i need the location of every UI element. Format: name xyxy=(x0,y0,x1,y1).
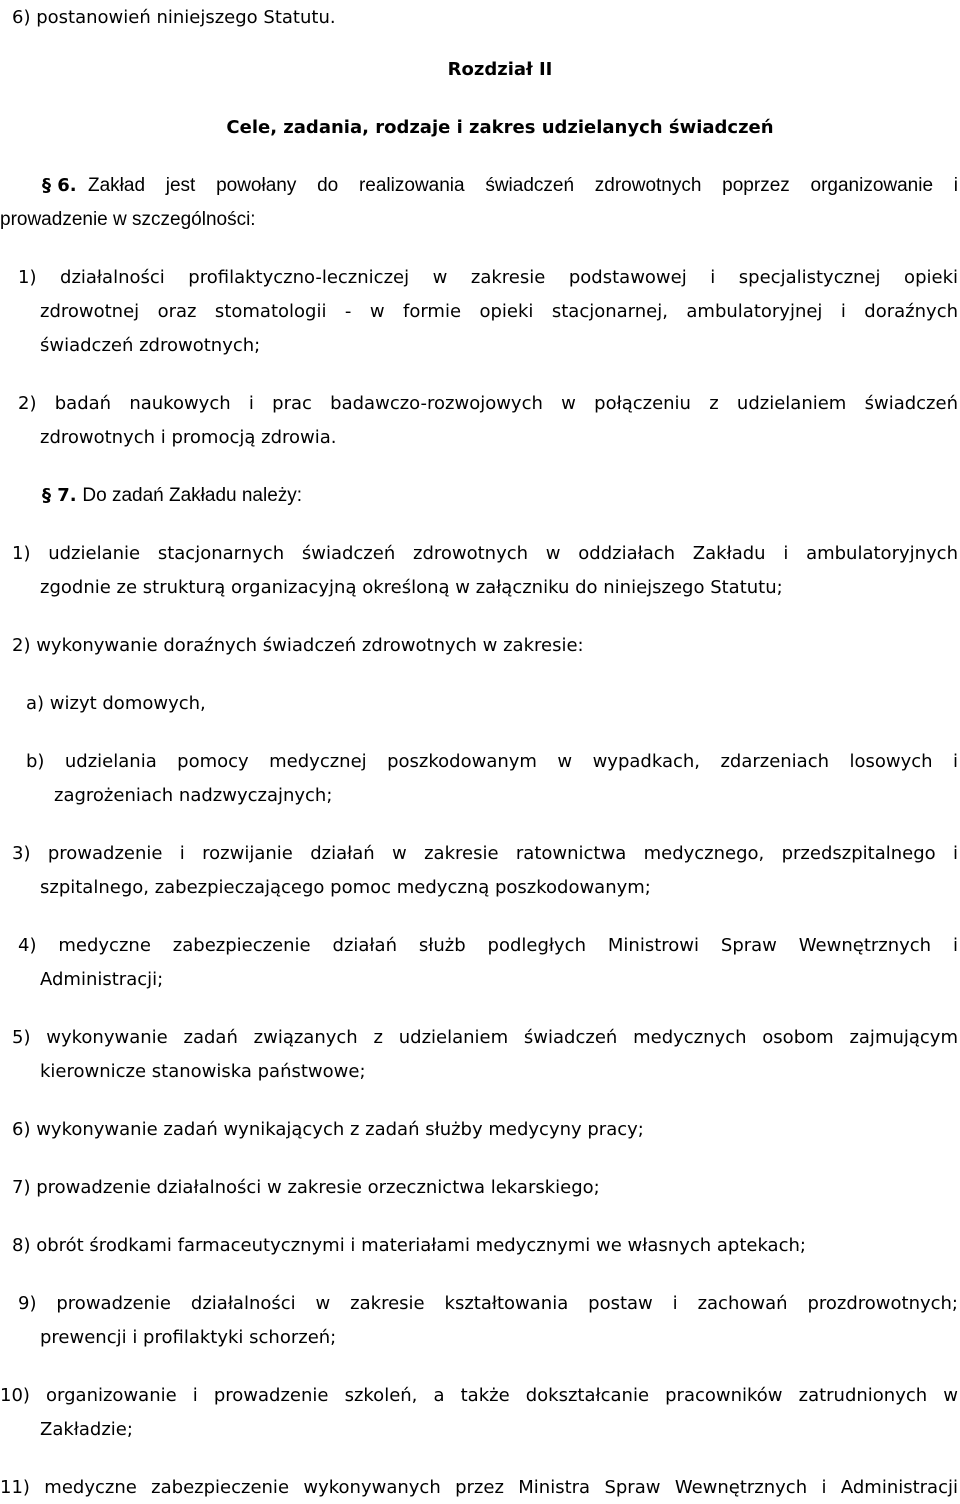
list-item-continuation: Administracji; xyxy=(40,969,164,990)
list-item-continuation: zdrowotnych i promocją zdrowia. xyxy=(40,427,337,448)
list-item: 7) prowadzenie działalności w zakresie orzecznictwa lekarskiego; xyxy=(12,1177,600,1198)
list-item-continuation: świadczeń zdrowotnych; xyxy=(40,335,261,356)
chapter-subtitle: Cele, zadania, rodzaje i zakres udzielanych świadczeń xyxy=(226,117,774,138)
list-item: 10) organizowanie i prowadzenie szkoleń, a także dokształcanie pracowników zatrudnionych w xyxy=(0,1385,958,1406)
list-item-continuation: prewencji i profilaktyki schorzeń; xyxy=(40,1327,337,1348)
chapter-title: Rozdział II xyxy=(447,59,553,80)
section-6-number: § 6. xyxy=(42,175,77,196)
list-subitem: a) wizyt domowych, xyxy=(26,693,206,714)
preamble-line: 6) postanowień niniejszego Statutu. xyxy=(12,7,336,28)
list-item: 9) prowadzenie działalności w zakresie kształtowania postaw i zachowań prozdrowotnych; xyxy=(18,1293,958,1314)
list-item: 6) wykonywanie zadań wynikających z zadań służby medycyny pracy; xyxy=(12,1119,644,1140)
list-subitem: b) udzielania pomocy medycznej poszkodowanym w wypadkach, zdarzeniach losowych i xyxy=(26,751,958,772)
list-item: 1) udzielanie stacjonarnych świadczeń zdrowotnych w oddziałach Zakładu i ambulatoryjnych xyxy=(12,543,958,564)
list-item-continuation: szpitalnego, zabezpieczającego pomoc medyczną poszkodowanym; xyxy=(40,877,651,898)
section-6-text-line-1: Zakład jest powołany do realizowania świadczeń zdrowotnych poprzez organizowanie i xyxy=(88,175,958,196)
list-item: 2) wykonywanie doraźnych świadczeń zdrowotnych w zakresie: xyxy=(12,635,584,656)
list-item-continuation: Zakładzie; xyxy=(40,1419,133,1440)
list-item: 11) medyczne zabezpieczenie wykonywanych przez Ministra Spraw Wewnętrznych i Administracji xyxy=(0,1477,958,1498)
list-item: 4) medyczne zabezpieczenie działań służb podległych Ministrowi Spraw Wewnętrznych i xyxy=(18,935,958,956)
list-item: 1) działalności profilaktyczno-leczniczej w zakresie podstawowej i specjalistycznej opieki xyxy=(18,267,958,288)
section-6-symbol xyxy=(42,174,77,198)
section-7-number: § 7. xyxy=(42,485,77,506)
list-item-continuation: zdrowotnej oraz stomatologii - w formie opieki stacjonarnej, ambulatoryjnej i doraźnych xyxy=(40,301,958,322)
list-item: 8) obrót środkami farmaceutycznymi i materiałami medycznymi we własnych aptekach; xyxy=(12,1235,806,1256)
list-item: 2) badań naukowych i prac badawczo-rozwojowych w połączeniu z udzielaniem świadczeń xyxy=(18,393,958,414)
list-subitem-continuation: zagrożeniach nadzwyczajnych; xyxy=(54,785,333,806)
list-item: 3) prowadzenie i rozwijanie działań w zakresie ratownictwa medycznego, przedszpitalnego i xyxy=(12,843,958,864)
list-item: 5) wykonywanie zadań związanych z udzielaniem świadczeń medycznych osobom zajmującym xyxy=(12,1027,958,1048)
section-7-text: Do zadań Zakładu należy: xyxy=(82,485,303,506)
list-item-continuation: zgodnie ze strukturą organizacyjną określoną w załączniku do niniejszego Statutu; xyxy=(40,577,783,598)
section-7-heading xyxy=(42,484,302,508)
section-6-text-line-2: prowadzenie w szczególności: xyxy=(0,209,256,230)
list-item-continuation: kierownicze stanowiska państwowe; xyxy=(40,1061,366,1082)
